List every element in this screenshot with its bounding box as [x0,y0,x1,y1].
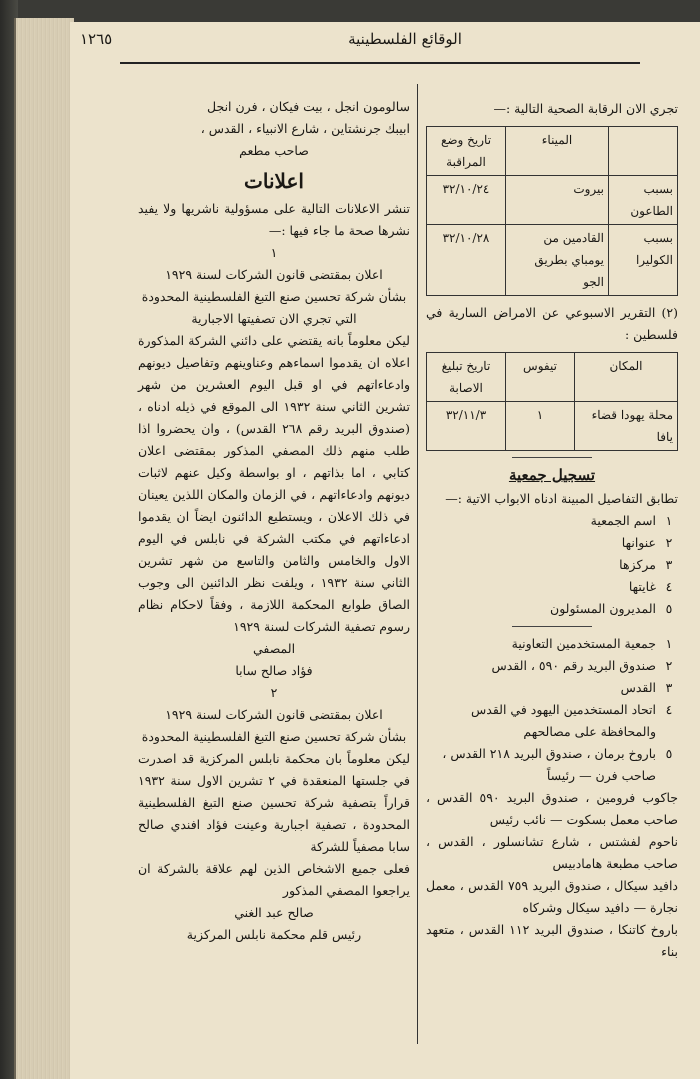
registration-title: تسجيل جمعية [508,466,596,484]
weekly-report-intro: (٢) التقرير الاسبوعي عن الامراض السارية في فلسطين : [426,305,678,342]
right-column [426,98,678,963]
quarantine-table [426,126,678,296]
journal-title: الوقائع الفلسطينية [348,30,462,48]
table-cell: ٣٢/١٠/٢٤ [427,176,506,225]
quarantine-header: تاريخ وضع المراقبة [427,127,506,176]
table-cell: محلة يهودا قضاء يافا [575,402,678,451]
ad2-body-2: فعلى جميع الاشخاص الذين لهم علاقة بالشركة ان يراجعوا المصفي المذكور [138,861,410,898]
table-cell: ٣٢/١٠/٢٨ [427,225,506,296]
member-4: باروخ كاتنكا ، صندوق البريد ١١٢ القدس ، متعهد بناء [426,922,678,959]
list-item: ٥ باروخ برمان ، صندوق البريد ٢١٨ القدس ، صاحب فرن — رئيساً [442,746,673,783]
quarantine-header [609,127,678,176]
list-item: ٢ صندوق البريد رقم ٥٩٠ ، القدس [491,658,673,673]
disease-header: المكان [575,353,678,402]
list-item: ٥ المديرون المسئولون [550,601,673,616]
table-row [427,225,678,296]
page-header [80,30,678,60]
separator [512,626,592,627]
table-cell: القادمين من يومباي بطريق الجو [506,225,609,296]
ads-intro: تنشر الاعلانات التالية على مسؤولية ناشريها ولا يفيد نشرها صحة ما جاء فيها :— [138,201,410,238]
ad1-number: ١ [270,245,278,260]
column-divider [417,84,418,1044]
page-edges [14,18,74,1079]
ad1-status: التي تجري الان تصفيتها الاجبارية [191,311,357,326]
ad1-company: بشأن شركة تحسين صنع التبغ الفلسطينية المحدودة [141,289,407,304]
table-cell: بسبب الطاعون [609,176,678,225]
left-column [138,96,410,946]
separator [512,457,592,458]
registration-intro: تطابق التفاصيل المبينة ادناه الابواب الاتية :— [445,491,678,506]
top-line-1: سالومون انجل ، بيت فيكان ، فرن انجل [207,99,410,114]
quarantine-intro: تجري الان الرقابة الصحية التالية :— [493,101,678,116]
ad2-number: ٢ [270,685,278,700]
quarantine-header: الميناء [506,127,609,176]
member-1: جاكوب فرومين ، صندوق البريد ٥٩٠ القدس ، صاحب معمل بسكوت — نائب رئيس [426,790,678,827]
table-cell: بسبب الكوليرا [609,225,678,296]
value-list [426,633,678,787]
ad1-sig-role: المصفي [252,641,296,656]
top-line-3: صاحب مطعم [239,143,309,158]
member-3: دافيد سيكال ، صندوق البريد ٧٥٩ القدس ، معمل نجارة — دافيد سيكال وشركاه [426,878,678,915]
table-cell: بيروت [506,176,609,225]
disease-header: تاريخ تبليغ الاصابة [427,353,506,402]
list-item: ١ اسم الجمعية [590,513,673,528]
list-item: ٢ عنوانها [621,535,673,550]
table-row [427,402,678,451]
list-item: ٣ مركزها [619,557,673,572]
field-list [426,510,678,620]
header-rule [120,62,640,64]
ad2-sig-role: رئيس قلم محكمة نابلس المركزية [186,927,362,942]
ad2-body: ليكن معلوماً بان محكمة نابلس المركزية قد اصدرت في جلستها المنعقدة في ٢ تشرين الاول سنة ١٩٣٢ قراراً بتصفية شركة تحسين صنع التبغ الفلسطينية المحدودة ، تصفية اجبارية وعينت فؤاد افندي صالح سابا مصفياً للشركة [138,751,410,854]
table-cell: ١ [506,402,575,451]
member-2: ناحوم لفشتس ، شارع تشانسلور ، القدس ، صاحب مطبعة هامادبيس [426,834,678,871]
disease-table [426,352,678,451]
top-line-2: ابيبك جرنشتاين ، شارع الانبياء ، القدس ، [200,121,410,136]
list-item: ٤ غايتها [628,579,673,594]
section-title: اعلانات [244,169,304,193]
list-item: ١ جمعية المستخدمين التعاونية [511,636,673,651]
table-row [427,176,678,225]
ad1-sig-name: فؤاد صالح سابا [235,663,313,678]
ad2-sig-name: صالح عبد الغني [234,905,314,920]
list-item: ٣ القدس [620,680,673,695]
list-item: ٤ اتحاد المستخدمين اليهود في القدس والمحافظة على مصالحهم [471,702,673,739]
ad1-title: اعلان بمقتضى قانون الشركات لسنة ١٩٢٩ [165,267,383,282]
ad2-company: بشأن شركة تحسين صنع التبغ الفلسطينية المحدودة [141,729,407,744]
page-number: ١٢٦٥ [80,30,113,48]
ad2-title: اعلان بمقتضى قانون الشركات لسنة ١٩٢٩ [165,707,383,722]
disease-header: تيفوس [506,353,575,402]
ad1-body: ليكن معلوماً بانه يقتضي على دائني الشركة المذكورة اعلاه ان يقدموا اسماءهم وعناوينهم وتفاصيل ديونهم وادعاءاتهم في او قبل اليوم العشرين من شهر تشرين الثاني سنة ١٩٣٢ الى الموقع في ذيله ادناه ، (صندوق البريد رقم ٢٦٨ القدس) ، وان يحضروا اذا طلب منهم ذلك المصفي المذكور بمقتضى اعلان كتابي ، اما بذاتهم ، او بواسطة وكيل عنهم لاثبات ديونهم وادعاءاتهم ، في الزمان والمكان اللذين يعينان في ذلك الاعلان ، ويستطيع الدائنون ايضاً ان يقدموا ادعاءاتهم في مكتب الشركة في نابلس في اليوم الاول والخامس والثامن والتاسع من شهر تشرين الثاني سنة ١٩٣٢ ، ويلفت نظر الدائنين الى وجوب الصاق طوابع المحكمة اللازمة ، وفقاً لاحكام نظام رسوم تصفية الشركات لسنة ١٩٢٩ [138,333,410,634]
table-cell: ٣٢/١١/٣ [427,402,506,451]
